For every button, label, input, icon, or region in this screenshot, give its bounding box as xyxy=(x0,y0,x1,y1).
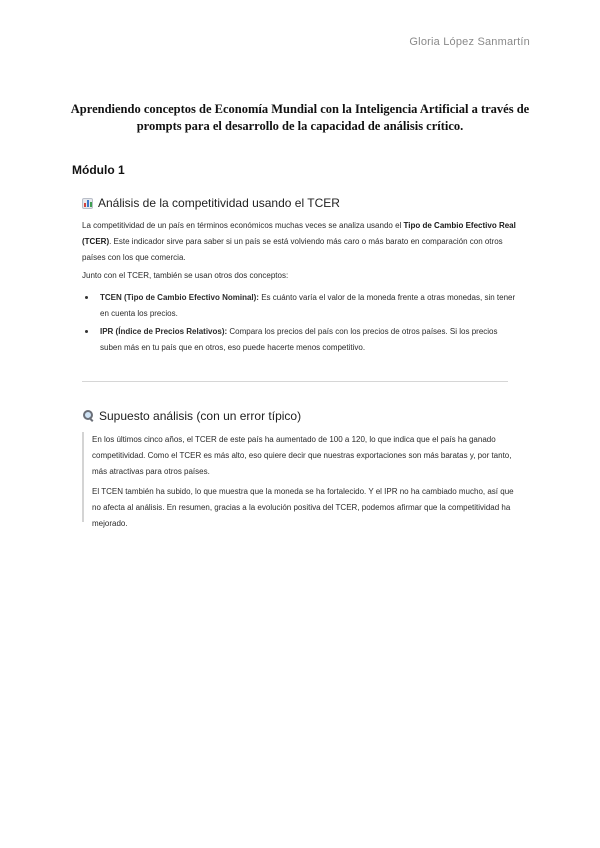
section-title: Análisis de la competitividad usando el TCER xyxy=(98,196,340,210)
document-title: Aprendiendo conceptos de Economía Mundial con la Inteligencia Artificial a través de prompts para el desarrollo de la capacidad de análisis crítico. xyxy=(70,102,530,133)
blockquote-analysis xyxy=(82,432,516,528)
quote-paragraph-1: En los últimos cinco años, el TCER de este país ha aumentado de 100 a 120, lo que indica que el país ha ganado competitividad. Como el TCER es más alto, eso quiere decir que nuestras exportaciones son más baratas y, por tanto, más atractivas para otros países. xyxy=(92,435,512,476)
list-item xyxy=(82,324,516,356)
paragraph-intro xyxy=(82,218,516,266)
list-item-text: Compara los precios del país con los precios de otros países. Si los precios suben más en tu país que en otros, eso puede hacerte menos competitivo. xyxy=(100,327,498,352)
module-heading: Módulo 1 xyxy=(72,163,125,177)
bold-term: IPR (Índice de Precios Relativos): xyxy=(100,327,228,336)
section-title: Supuesto análisis (con un error típico) xyxy=(99,409,302,423)
text-run: La competitividad de un país en términos económicos muchas veces se analiza usando el xyxy=(82,221,404,230)
bar-chart-icon xyxy=(82,198,93,209)
bullet-list-ipr xyxy=(82,324,516,356)
bold-term-tcer: Tipo de Cambio Efectivo Real (TCER) xyxy=(82,221,516,246)
section-heading-supuesto xyxy=(82,409,301,423)
quote-paragraph-2: El TCEN también ha subido, lo que muestra que la moneda se ha fortalecido. Y el IPR no ha cambiado mucho, así que no afecta al análisis. En resumen, gracias a la evolución positiva del TCER, podemos afirmar que la competitividad ha mejorado. xyxy=(92,487,514,528)
paragraph-concepts: Junto con el TCER, también se usan otros dos conceptos: xyxy=(82,271,289,280)
bold-term: TCEN (Tipo de Cambio Efectivo Nominal): xyxy=(100,293,259,302)
bullet-list-tcen xyxy=(82,290,516,322)
text-run: . Este indicador sirve para saber si un país se está volviendo más caro o más barato en comparación con otros países con los que comercia. xyxy=(82,237,503,262)
section-heading-competitividad xyxy=(82,196,340,210)
horizontal-divider xyxy=(82,381,508,382)
list-item-text: Es cuánto varía el valor de la moneda frente a otras monedas, sin tener en cuenta los precios. xyxy=(100,293,516,318)
author-name: Gloria López Sanmartín xyxy=(409,36,530,48)
magnifying-glass-icon xyxy=(82,410,94,422)
list-item xyxy=(82,290,516,322)
